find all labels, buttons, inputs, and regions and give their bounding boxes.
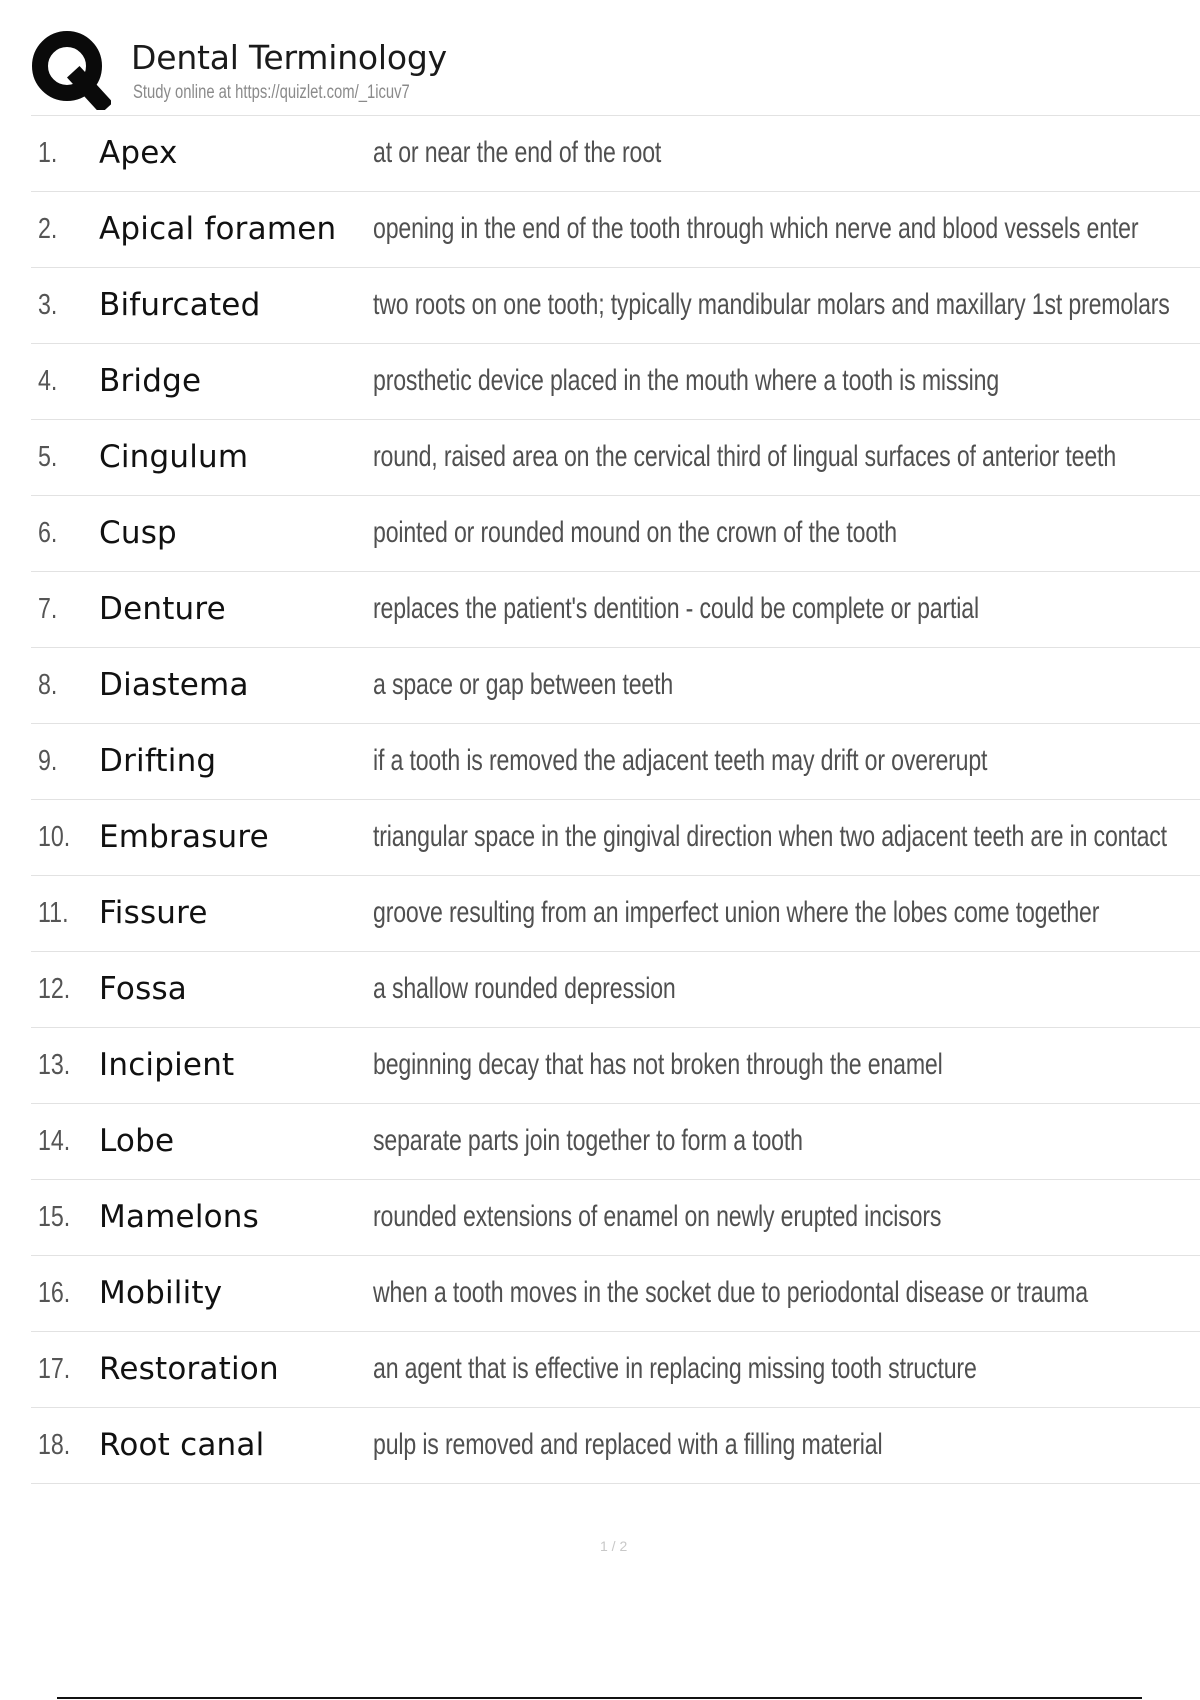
term-definition: prosthetic device placed in the mouth where a tooth is missing xyxy=(373,364,1000,397)
term-row xyxy=(31,1180,1200,1256)
term-number: 7. xyxy=(38,593,58,625)
term-number: 15. xyxy=(38,1201,71,1233)
term-name: Denture xyxy=(99,591,226,627)
term-row xyxy=(31,876,1200,952)
page-title: Dental Terminology xyxy=(131,38,447,77)
term-definition: at or near the end of the root xyxy=(373,136,662,169)
term-definition: an agent that is effective in replacing missing tooth structure xyxy=(373,1352,977,1385)
term-number: 6. xyxy=(38,517,58,549)
term-name: Apical foramen xyxy=(99,211,337,247)
study-link[interactable]: Study online at https://quizlet.com/_1icuv7 xyxy=(133,82,410,103)
term-definition: rounded extensions of enamel on newly erupted incisors xyxy=(373,1200,942,1233)
term-name: Fossa xyxy=(99,971,187,1007)
term-row xyxy=(31,1408,1200,1484)
term-definition: two roots on one tooth; typically mandibular molars and maxillary 1st premolars xyxy=(373,288,1170,321)
term-name: Restoration xyxy=(99,1351,279,1387)
term-name: Root canal xyxy=(99,1427,265,1463)
term-name: Cingulum xyxy=(99,439,249,475)
terms-list xyxy=(31,116,1200,1484)
term-definition: a space or gap between teeth xyxy=(373,668,674,701)
term-name: Incipient xyxy=(99,1047,235,1083)
term-number: 8. xyxy=(38,669,58,701)
quizlet-logo-icon xyxy=(31,30,111,110)
term-definition: separate parts join together to form a tooth xyxy=(373,1124,803,1157)
term-row xyxy=(31,344,1200,420)
term-row xyxy=(31,1332,1200,1408)
term-definition: beginning decay that has not broken through the enamel xyxy=(373,1048,943,1081)
term-definition: replaces the patient's dentition - could be complete or partial xyxy=(373,592,979,625)
term-definition: when a tooth moves in the socket due to periodontal disease or trauma xyxy=(373,1276,1088,1309)
term-row xyxy=(31,952,1200,1028)
term-number: 10. xyxy=(38,821,71,853)
term-row xyxy=(31,1028,1200,1104)
term-definition: pointed or rounded mound on the crown of the tooth xyxy=(373,516,897,549)
term-number: 9. xyxy=(38,745,58,777)
term-row xyxy=(31,648,1200,724)
bottom-divider xyxy=(57,1697,1142,1699)
term-number: 3. xyxy=(38,289,58,321)
term-number: 14. xyxy=(38,1125,71,1157)
term-name: Embrasure xyxy=(99,819,269,855)
term-row xyxy=(31,1256,1200,1332)
term-number: 1. xyxy=(38,137,58,169)
term-definition: if a tooth is removed the adjacent teeth may drift or overerupt xyxy=(373,744,988,777)
term-number: 5. xyxy=(38,441,58,473)
term-row xyxy=(31,268,1200,344)
term-definition: pulp is removed and replaced with a filling material xyxy=(373,1428,883,1461)
term-name: Bifurcated xyxy=(99,287,261,323)
term-name: Apex xyxy=(99,135,178,171)
term-name: Diastema xyxy=(99,667,249,703)
term-name: Fissure xyxy=(99,895,208,931)
term-name: Drifting xyxy=(99,743,217,779)
term-row xyxy=(31,420,1200,496)
term-number: 2. xyxy=(38,213,58,245)
term-number: 17. xyxy=(38,1353,71,1385)
term-row xyxy=(31,800,1200,876)
term-definition: a shallow rounded depression xyxy=(373,972,676,1005)
page-number: 1 / 2 xyxy=(600,1538,628,1554)
term-row xyxy=(31,116,1200,192)
term-row xyxy=(31,724,1200,800)
term-name: Bridge xyxy=(99,363,202,399)
term-number: 4. xyxy=(38,365,58,397)
term-definition: triangular space in the gingival direction when two adjacent teeth are in contact xyxy=(373,820,1167,853)
term-number: 18. xyxy=(38,1429,71,1461)
term-number: 11. xyxy=(38,897,69,929)
term-name: Cusp xyxy=(99,515,177,551)
document-header xyxy=(31,30,1200,116)
term-row xyxy=(31,572,1200,648)
term-definition: round, raised area on the cervical third of lingual surfaces of anterior teeth xyxy=(373,440,1117,473)
term-number: 16. xyxy=(38,1277,71,1309)
term-row xyxy=(31,496,1200,572)
term-name: Mamelons xyxy=(99,1199,259,1235)
term-number: 13. xyxy=(38,1049,71,1081)
term-name: Mobility xyxy=(99,1275,223,1311)
term-definition: groove resulting from an imperfect union where the lobes come together xyxy=(373,896,1100,929)
term-number: 12. xyxy=(38,973,71,1005)
term-definition: opening in the end of the tooth through which nerve and blood vessels enter xyxy=(373,212,1139,245)
term-row xyxy=(31,1104,1200,1180)
term-row xyxy=(31,192,1200,268)
term-name: Lobe xyxy=(99,1123,175,1159)
